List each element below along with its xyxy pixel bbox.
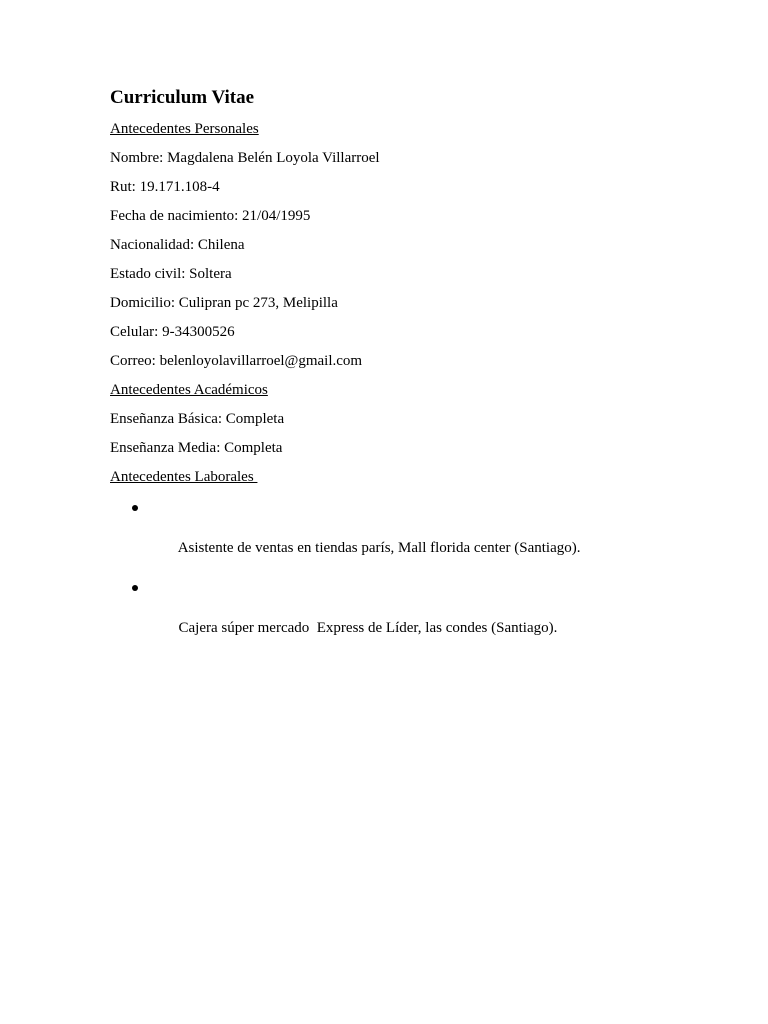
personal-email: Correo: belenloyolavillarroel@gmail.com bbox=[110, 353, 363, 369]
academic-basic: Enseñanza Básica: Completa bbox=[110, 411, 285, 427]
personal-rut: Rut: 19.171.108-4 bbox=[110, 179, 220, 195]
section-heading-academic: Antecedentes Académicos bbox=[110, 382, 268, 398]
cv-document bbox=[110, 84, 710, 658]
personal-address: Domicilio: Culipran pc 273, Melipilla bbox=[110, 295, 338, 311]
document-title: Curriculum Vitae bbox=[110, 87, 255, 108]
section-heading-work: Antecedentes Laborales bbox=[110, 469, 258, 485]
personal-name: Nombre: Magdalena Belén Loyola Villarroel bbox=[110, 150, 380, 166]
list-item bbox=[110, 498, 710, 578]
section-heading-personal: Antecedentes Personales bbox=[110, 121, 259, 137]
bullet-icon bbox=[132, 585, 138, 591]
personal-birthdate: Fecha de nacimiento: 21/04/1995 bbox=[110, 208, 311, 224]
personal-nationality: Nacionalidad: Chilena bbox=[110, 237, 245, 253]
list-item bbox=[110, 578, 710, 658]
academic-media: Enseñanza Media: Completa bbox=[110, 440, 283, 456]
bullet-icon bbox=[132, 505, 138, 511]
work-item-text: Asistente de ventas en tiendas parís, Mall florida center (Santiago). bbox=[177, 540, 581, 556]
work-item-text: Cajera súper mercado Express de Líder, las condes (Santiago). bbox=[178, 620, 558, 636]
work-list bbox=[110, 498, 710, 658]
personal-phone: Celular: 9-34300526 bbox=[110, 324, 235, 340]
personal-marital-status: Estado civil: Soltera bbox=[110, 266, 232, 282]
